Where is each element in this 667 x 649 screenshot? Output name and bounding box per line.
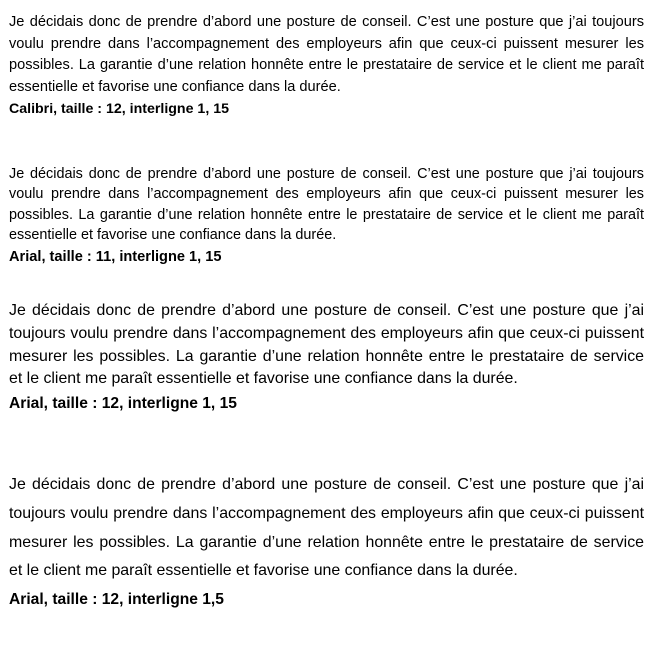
- sample-arial-12-1-15: [9, 300, 644, 415]
- sample-arial-12-1-5: [9, 471, 644, 612]
- sample-paragraph: Je décidais donc de prendre d’abord une posture de conseil. C’est une posture que j’ai toujours voulu prendre dans l’accompagnement des employeurs afin que ceux-ci puissent mesurer les possibles. La garantie d’une relation honnête entre le prestataire de service et le client me paraît essentielle et favorise une confiance dans la durée.: [9, 14, 644, 95]
- sample-label: Arial, taille : 12, interligne 1,5: [9, 591, 224, 609]
- sample-paragraph: Je décidais donc de prendre d’abord une posture de conseil. C’est une posture que j’ai toujours voulu prendre dans l’accompagnement des employeurs afin que ceux-ci puissent mesurer les possibles. La garantie d’une relation honnête entre le prestataire de service et le client me paraît essentielle et favorise une confiance dans la durée.: [9, 302, 644, 388]
- sample-paragraph: Je décidais donc de prendre d’abord une posture de conseil. C’est une posture que j’ai toujours voulu prendre dans l’accompagnement des employeurs afin que ceux-ci puissent mesurer les possibles. La garantie d’une relation honnête entre le prestataire de service et le client me paraît essentielle et favorise une confiance dans la durée.: [9, 166, 644, 244]
- sample-label: Arial, taille : 11, interligne 1, 15: [9, 248, 222, 265]
- sample-paragraph: Je décidais donc de prendre d’abord une posture de conseil. C’est une posture que j’ai toujours voulu prendre dans l’accompagnement des employeurs afin que ceux-ci puissent mesurer les possibles. La garantie d’une relation honnête entre le prestataire de service et le client me paraît essentielle et favorise une confiance dans la durée.: [9, 476, 644, 580]
- sample-label: Arial, taille : 12, interligne 1, 15: [9, 395, 237, 413]
- sample-label: Calibri, taille : 12, interligne 1, 15: [9, 101, 229, 117]
- sample-calibri-12-1-15: [9, 12, 644, 120]
- sample-arial-11-1-15: [9, 164, 644, 267]
